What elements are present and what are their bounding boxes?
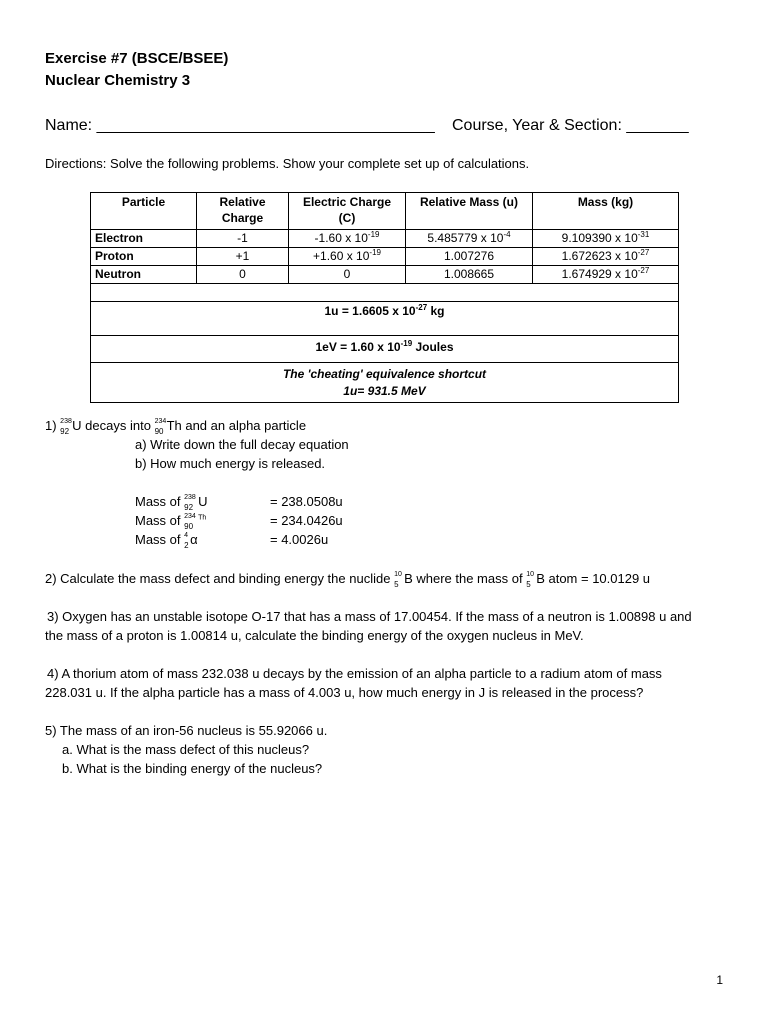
relative-charge: -1 (197, 230, 289, 248)
relative-charge: +1 (197, 248, 289, 266)
electric-charge: 0 (289, 266, 406, 284)
relative-mass: 1.008665 (406, 266, 533, 284)
mass-value-th: = 234.0426u (270, 513, 343, 528)
header-relative-mass: Relative Mass (u) (406, 193, 533, 230)
shortcut-title: The 'cheating' equivalence shortcut (282, 367, 487, 381)
table-row (91, 363, 679, 403)
ev-conversion: 1eV = 1.60 x $10^{-19}$ Joules (91, 336, 679, 363)
question-2: 2) Calculate the mass defect and binding energy the nuclide 10 5 B where the mass of 10 5 B atom = 10.0129 u (45, 571, 651, 589)
question-1a: a) Write down the full decay equation (135, 437, 349, 452)
question-5b: b. What is the binding energy of the nucleus? (62, 761, 323, 776)
exercise-title: Exercise #7 (BSCE/BSEE) (45, 50, 229, 67)
question-3-line1: 3) Oxygen has an unstable isotope O-17 that has a mass of 17.00454. If the mass of a neutron is 1.00898 u and (47, 609, 692, 624)
mass-label-alpha: Mass of 4 2 α (135, 532, 198, 550)
table-row (91, 230, 679, 248)
relative-mass: 1.007276 (406, 248, 533, 266)
header-electric-charge: Electric Charge (C) (289, 193, 406, 230)
relative-mass: 5.485779 x $10^{-4}$ (406, 230, 533, 248)
shortcut-value: 1u= 931.5 MeV (343, 384, 426, 398)
particle-name: Electron (91, 230, 197, 248)
electric-charge: -1.60 x $10^{-19}$ (289, 230, 406, 248)
header-mass-kg: Mass (kg) (533, 193, 679, 230)
table-spacer-row (91, 284, 679, 302)
mass-label-th: Mass of 234 90 $^{Th}$ (135, 513, 207, 531)
question-4-line1: 4) A thorium atom of mass 232.038 u decays by the emission of an alpha particle to a radium atom of mass (47, 666, 662, 681)
question-5a: a. What is the mass defect of this nucleus? (62, 742, 310, 757)
mass-value-alpha: = 4.0026u (270, 532, 329, 547)
question-5: 5) The mass of an iron-56 nucleus is 55.92066 u. (45, 723, 328, 738)
directions-text: Directions: Solve the following problems. Show your complete set up of calculations. (45, 156, 530, 171)
exercise-subtitle: Nuclear Chemistry 3 (45, 72, 191, 89)
question-4-line2: 228.031 u. If the alpha particle has a mass of 4.003 u, how much energy in J is released in the process? (45, 685, 644, 700)
amu-conversion: 1u = 1.6605 x $10^{-27}$ kg (91, 302, 679, 336)
header-particle: Particle (91, 193, 197, 230)
particle-table (90, 192, 679, 403)
table-row (91, 336, 679, 363)
table-row (91, 302, 679, 336)
relative-charge: 0 (197, 266, 289, 284)
table-row (91, 248, 679, 266)
electric-charge: +1.60 x $10^{-19}$ (289, 248, 406, 266)
mass-kg: 1.674929 x $10^{-27}$ (533, 266, 679, 284)
mass-value-u: = 238.0508u (270, 494, 343, 509)
shortcut-cell (91, 363, 679, 403)
mass-kg: 1.672623 x $10^{-27}$ (533, 248, 679, 266)
question-3-line2: the mass of a proton is 1.00814 u, calculate the binding energy of the oxygen nucleus in MeV. (45, 628, 584, 643)
mass-kg: 9.109390 x $10^{-31}$ (533, 230, 679, 248)
course-field-label: Course, Year & Section: _______ (452, 117, 689, 134)
table-header-row (91, 193, 679, 230)
particle-name: Neutron (91, 266, 197, 284)
header-relative-charge: Relative Charge (197, 193, 289, 230)
page-number: 1 (716, 973, 723, 987)
table-row (91, 266, 679, 284)
question-1: 1) 238 92 U decays into 234 90 Th and an alpha particle (45, 418, 307, 436)
question-1b: b) How much energy is released. (135, 456, 326, 471)
name-field-label: Name: ______________________________________ (45, 117, 435, 134)
particle-name: Proton (91, 248, 197, 266)
mass-label-u: Mass of 238 92 U (135, 494, 208, 512)
